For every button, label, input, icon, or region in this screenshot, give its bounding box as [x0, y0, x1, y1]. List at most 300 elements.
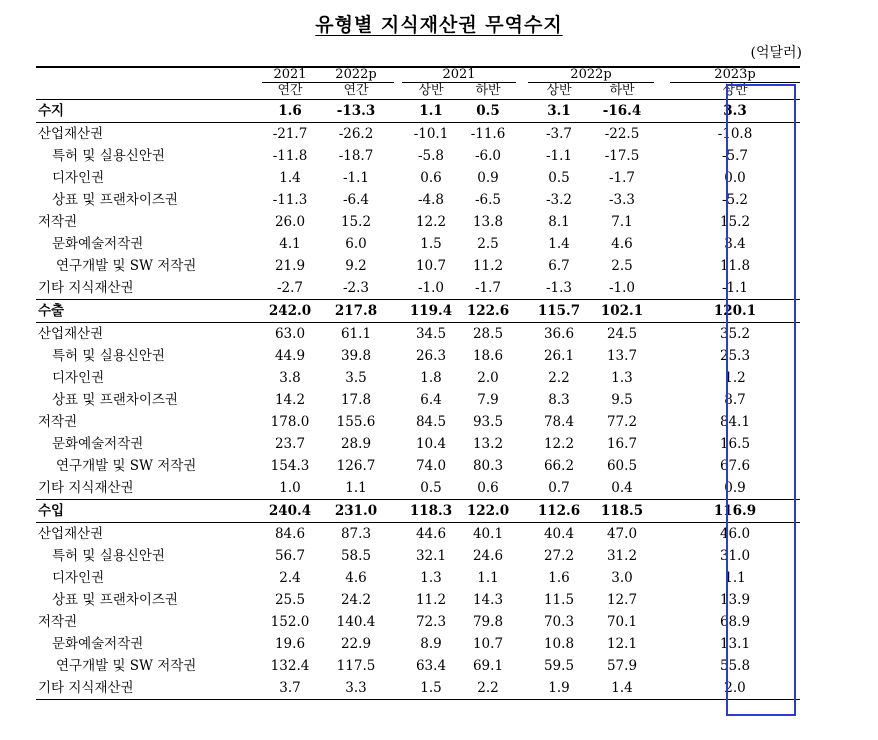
value-cell: 9.2	[345, 258, 367, 274]
value-cell: 34.5	[415, 326, 447, 342]
value-cell: -5.7	[721, 148, 749, 164]
value-cell: 46.0	[719, 526, 751, 542]
table-row	[36, 189, 800, 211]
value-cell: 61.1	[340, 326, 372, 342]
value-cell: 8.1	[548, 214, 570, 230]
value-cell: 10.7	[415, 258, 447, 274]
spacer-cell	[654, 545, 670, 567]
value-cell: 16.7	[606, 436, 638, 452]
spacer-cell	[654, 367, 670, 389]
spacer-cell	[394, 100, 402, 123]
table-row	[36, 233, 800, 255]
table-row	[36, 367, 800, 389]
value-cell: -1.1	[545, 148, 573, 164]
spacer-cell	[394, 611, 402, 633]
spacer-cell	[516, 345, 528, 367]
value-cell: -11.3	[272, 192, 308, 208]
value-cell: -5.2	[721, 192, 749, 208]
value-cell: 0.9	[724, 480, 746, 496]
section-label: 수입	[36, 500, 262, 523]
value-cell: 40.4	[543, 526, 575, 542]
header-year: 2021	[262, 67, 318, 83]
spacer-cell	[516, 523, 528, 546]
section-total-row	[36, 300, 800, 323]
spacer-cell	[394, 277, 402, 300]
value-cell: 28.9	[340, 436, 372, 452]
header-period: 상반	[670, 83, 800, 100]
spacer-cell	[516, 433, 528, 455]
value-cell: 66.2	[543, 458, 575, 474]
header-year: 2021	[402, 67, 516, 83]
spacer-cell	[394, 367, 402, 389]
value-cell: -4.8	[417, 192, 445, 208]
spacer-cell	[394, 189, 402, 211]
value-cell: 2.5	[611, 258, 633, 274]
table-row	[36, 389, 800, 411]
table-title: 유형별 지식재산권 무역수지	[315, 14, 563, 36]
value-cell: -5.8	[417, 148, 445, 164]
total-cell: 242.0	[262, 300, 318, 323]
spacer-cell	[394, 545, 402, 567]
value-cell: 12.7	[606, 592, 638, 608]
table-row	[36, 523, 800, 546]
spacer-cell	[394, 211, 402, 233]
total-cell: 1.1	[402, 100, 460, 123]
spacer-cell	[654, 211, 670, 233]
value-cell: 39.8	[340, 348, 372, 364]
row-label: 산업재산권	[38, 526, 104, 542]
value-cell: 0.5	[548, 170, 570, 186]
spacer-cell	[516, 233, 528, 255]
value-cell: 0.0	[724, 170, 746, 186]
value-cell: 44.9	[274, 348, 306, 364]
total-cell: 1.6	[262, 100, 318, 123]
total-cell: 116.9	[670, 500, 800, 523]
table-row	[36, 255, 800, 277]
value-cell: 2.4	[279, 570, 301, 586]
value-cell: 1.8	[420, 370, 442, 386]
value-cell: 23.7	[274, 436, 306, 452]
spacer-cell	[394, 633, 402, 655]
value-cell: 14.2	[274, 392, 306, 408]
spacer-cell	[654, 233, 670, 255]
value-cell: 1.1	[724, 570, 746, 586]
spacer-cell	[516, 277, 528, 300]
value-cell: 57.9	[606, 658, 638, 674]
value-cell: 25.3	[719, 348, 751, 364]
value-cell: 13.8	[472, 214, 504, 230]
spacer-cell	[516, 567, 528, 589]
value-cell: -3.2	[545, 192, 573, 208]
value-cell: -10.1	[413, 126, 449, 142]
value-cell: 11.5	[543, 592, 575, 608]
section-total-row	[36, 100, 800, 123]
row-label: 상표 및 프랜차이즈권	[52, 592, 178, 608]
header-period: 하반	[460, 83, 516, 100]
value-cell: 36.6	[543, 326, 575, 342]
value-cell: 13.2	[472, 436, 504, 452]
value-cell: 1.5	[420, 236, 442, 252]
spacer-cell	[654, 300, 670, 323]
value-cell: 79.8	[472, 614, 504, 630]
table-row	[36, 567, 800, 589]
table-row	[36, 589, 800, 611]
value-cell: 8.9	[420, 636, 442, 652]
value-cell: 7.9	[477, 392, 499, 408]
value-cell: 2.5	[477, 236, 499, 252]
table-row	[36, 123, 800, 146]
value-cell: 4.6	[611, 236, 633, 252]
unit-label: (억달러)	[750, 45, 802, 61]
value-cell: 24.2	[340, 592, 372, 608]
value-cell: 78.4	[543, 414, 575, 430]
value-cell: 6.4	[420, 392, 442, 408]
spacer-cell	[516, 477, 528, 500]
value-cell: 155.6	[336, 414, 376, 430]
value-cell: 63.4	[415, 658, 447, 674]
row-label: 상표 및 프랜차이즈권	[52, 192, 178, 208]
spacer-cell	[394, 145, 402, 167]
spacer-cell	[654, 123, 670, 146]
spacer-cell	[394, 300, 402, 323]
spacer-cell	[654, 345, 670, 367]
value-cell: 0.6	[477, 480, 499, 496]
table-row	[36, 323, 800, 346]
spacer-cell	[516, 145, 528, 167]
spacer-cell	[654, 189, 670, 211]
spacer-cell	[516, 633, 528, 655]
value-cell: 58.5	[340, 548, 372, 564]
row-label: 산업재산권	[38, 326, 104, 342]
value-cell: 2.0	[477, 370, 499, 386]
table-row	[36, 411, 800, 433]
value-cell: 12.2	[415, 214, 447, 230]
value-cell: 2.2	[548, 370, 570, 386]
value-cell: 0.7	[548, 480, 570, 496]
total-cell: -16.4	[590, 100, 654, 123]
row-label: 저작권	[38, 614, 78, 630]
spacer-cell	[394, 323, 402, 346]
value-cell: -21.7	[272, 126, 308, 142]
trade-balance-table	[36, 66, 800, 700]
value-cell: 31.0	[719, 548, 751, 564]
value-cell: 3.4	[724, 236, 746, 252]
spacer-cell	[654, 277, 670, 300]
value-cell: -1.0	[608, 280, 636, 296]
table-row	[36, 433, 800, 455]
value-cell: 1.4	[590, 677, 654, 700]
value-cell: 31.2	[606, 548, 638, 564]
value-cell: -3.7	[545, 126, 573, 142]
value-cell: 126.7	[336, 458, 376, 474]
spacer-cell	[394, 677, 402, 700]
value-cell: 80.3	[472, 458, 504, 474]
header-period-row	[36, 83, 800, 100]
value-cell: 1.5	[402, 677, 460, 700]
spacer-cell	[516, 300, 528, 323]
spacer-cell	[654, 455, 670, 477]
row-label: 문화예술저작권	[52, 236, 144, 252]
total-cell: 0.5	[460, 100, 516, 123]
value-cell: 16.5	[719, 436, 751, 452]
value-cell: -6.0	[474, 148, 502, 164]
total-cell: 3.3	[670, 100, 800, 123]
value-cell: 13.9	[719, 592, 751, 608]
row-label: 기타 지식재산권	[36, 677, 262, 700]
spacer-cell	[516, 123, 528, 146]
total-cell: 102.1	[590, 300, 654, 323]
spacer-cell	[516, 611, 528, 633]
value-cell: -22.5	[604, 126, 640, 142]
spacer-cell	[516, 545, 528, 567]
spacer-cell	[654, 433, 670, 455]
value-cell: 0.4	[611, 480, 633, 496]
value-cell: 15.2	[719, 214, 751, 230]
row-label: 산업재산권	[38, 126, 104, 142]
value-cell: 70.1	[606, 614, 638, 630]
row-label: 연구개발 및 SW 저작권	[56, 458, 197, 474]
header-period: 하반	[590, 83, 654, 100]
value-cell: 1.0	[279, 480, 301, 496]
spacer-cell	[394, 477, 402, 500]
value-cell: 154.3	[270, 458, 310, 474]
spacer-cell	[394, 523, 402, 546]
spacer-cell	[394, 167, 402, 189]
header-year: 2022p	[318, 67, 394, 83]
value-cell: 11.2	[415, 592, 447, 608]
spacer-cell	[394, 123, 402, 146]
value-cell: 44.6	[415, 526, 447, 542]
value-cell: 7.1	[611, 214, 633, 230]
total-cell: 120.1	[670, 300, 800, 323]
spacer-cell	[394, 589, 402, 611]
total-cell: 122.6	[460, 300, 516, 323]
spacer-cell	[654, 523, 670, 546]
value-cell: 55.8	[719, 658, 751, 674]
spacer-cell	[654, 255, 670, 277]
table-row	[36, 145, 800, 167]
header-year: 2022p	[528, 67, 654, 83]
header-period: 상반	[528, 83, 590, 100]
row-label: 디자인권	[52, 170, 105, 186]
value-cell: 17.8	[340, 392, 372, 408]
spacer-cell	[654, 167, 670, 189]
row-label: 저작권	[38, 414, 78, 430]
value-cell: 3.5	[345, 370, 367, 386]
spacer-cell	[654, 389, 670, 411]
row-label: 디자인권	[52, 570, 105, 586]
value-cell: 59.5	[543, 658, 575, 674]
value-cell: -11.6	[470, 126, 506, 142]
value-cell: 1.3	[420, 570, 442, 586]
value-cell: 10.7	[472, 636, 504, 652]
row-label: 기타 지식재산권	[38, 480, 134, 496]
table-row	[36, 167, 800, 189]
spacer-cell	[516, 211, 528, 233]
spacer-cell	[654, 477, 670, 500]
value-cell: -1.7	[608, 170, 636, 186]
value-cell: 26.3	[415, 348, 447, 364]
header-period: 연간	[262, 83, 318, 100]
value-cell: 4.1	[279, 236, 301, 252]
spacer-cell	[516, 255, 528, 277]
spacer-cell	[394, 411, 402, 433]
value-cell: 72.3	[415, 614, 447, 630]
value-cell: 12.2	[543, 436, 575, 452]
value-cell: 1.2	[724, 370, 746, 386]
value-cell: 10.4	[415, 436, 447, 452]
value-cell: 13.7	[606, 348, 638, 364]
value-cell: 68.9	[719, 614, 751, 630]
value-cell: 1.1	[345, 480, 367, 496]
value-cell: 27.2	[543, 548, 575, 564]
value-cell: -18.7	[338, 148, 374, 164]
value-cell: 3.8	[279, 370, 301, 386]
total-cell: 122.0	[460, 500, 516, 523]
value-cell: -1.1	[721, 280, 749, 296]
total-cell: 217.8	[318, 300, 394, 323]
value-cell: -10.8	[717, 126, 753, 142]
table-row	[36, 277, 800, 300]
spacer-cell	[654, 411, 670, 433]
spacer-cell	[516, 323, 528, 346]
spacer-cell	[654, 145, 670, 167]
section-label: 수출	[36, 300, 262, 323]
value-cell: 74.0	[415, 458, 447, 474]
value-cell: 35.2	[719, 326, 751, 342]
spacer-cell	[516, 411, 528, 433]
table-row	[36, 633, 800, 655]
table-row	[36, 677, 800, 700]
row-label: 저작권	[38, 214, 78, 230]
value-cell: 3.3	[318, 677, 394, 700]
total-cell: 231.0	[318, 500, 394, 523]
value-cell: -2.3	[342, 280, 370, 296]
total-cell: 118.5	[590, 500, 654, 523]
spacer-cell	[394, 433, 402, 455]
value-cell: 1.9	[528, 677, 590, 700]
row-label: 상표 및 프랜차이즈권	[52, 392, 178, 408]
value-cell: 0.6	[420, 170, 442, 186]
total-cell: 118.3	[402, 500, 460, 523]
spacer-cell	[516, 189, 528, 211]
value-cell: -1.7	[474, 280, 502, 296]
row-label: 문화예술저작권	[52, 636, 144, 652]
spacer-cell	[516, 367, 528, 389]
value-cell: 11.8	[719, 258, 751, 274]
table-row	[36, 611, 800, 633]
spacer-cell	[516, 100, 528, 123]
spacer-cell	[654, 611, 670, 633]
spacer-cell	[394, 567, 402, 589]
value-cell: 63.0	[274, 326, 306, 342]
value-cell: 152.0	[270, 614, 310, 630]
total-cell: 119.4	[402, 300, 460, 323]
value-cell: 1.1	[477, 570, 499, 586]
value-cell: 87.3	[340, 526, 372, 542]
value-cell: 2.0	[670, 677, 800, 700]
total-cell: 240.4	[262, 500, 318, 523]
table-row	[36, 477, 800, 500]
spacer-cell	[654, 100, 670, 123]
value-cell: 117.5	[336, 658, 376, 674]
value-cell: -11.8	[272, 148, 308, 164]
value-cell: 28.5	[472, 326, 504, 342]
value-cell: 11.2	[472, 258, 504, 274]
value-cell: 24.6	[472, 548, 504, 564]
value-cell: 84.1	[719, 414, 751, 430]
total-cell: 3.1	[528, 100, 590, 123]
value-cell: 3.7	[262, 677, 318, 700]
value-cell: -26.2	[338, 126, 374, 142]
value-cell: 1.6	[548, 570, 570, 586]
row-label: 특허 및 실용신안권	[52, 148, 165, 164]
total-cell: 112.6	[528, 500, 590, 523]
spacer-cell	[394, 655, 402, 677]
value-cell: 8.7	[724, 392, 746, 408]
value-cell: 40.1	[472, 526, 504, 542]
row-label: 디자인권	[52, 370, 105, 386]
spacer-cell	[654, 589, 670, 611]
spacer-cell	[516, 455, 528, 477]
value-cell: 12.1	[606, 636, 638, 652]
table-row	[36, 655, 800, 677]
row-label: 특허 및 실용신안권	[52, 348, 165, 364]
value-cell: 1.4	[279, 170, 301, 186]
spacer-cell	[516, 677, 528, 700]
spacer-cell	[654, 323, 670, 346]
spacer-cell	[394, 389, 402, 411]
total-cell: 115.7	[528, 300, 590, 323]
value-cell: 32.1	[415, 548, 447, 564]
value-cell: -1.1	[342, 170, 370, 186]
value-cell: -2.7	[276, 280, 304, 296]
value-cell: 178.0	[270, 414, 310, 430]
value-cell: -6.4	[342, 192, 370, 208]
value-cell: 8.3	[548, 392, 570, 408]
value-cell: 93.5	[472, 414, 504, 430]
spacer-cell	[394, 455, 402, 477]
value-cell: 84.6	[274, 526, 306, 542]
value-cell: 70.3	[543, 614, 575, 630]
value-cell: -3.3	[608, 192, 636, 208]
value-cell: 69.1	[472, 658, 504, 674]
value-cell: 6.7	[548, 258, 570, 274]
value-cell: 84.5	[415, 414, 447, 430]
value-cell: 14.3	[472, 592, 504, 608]
value-cell: 56.7	[274, 548, 306, 564]
header-period: 연간	[318, 83, 394, 100]
spacer-cell	[394, 233, 402, 255]
value-cell: 10.8	[543, 636, 575, 652]
value-cell: 132.4	[270, 658, 310, 674]
row-label: 문화예술저작권	[52, 436, 144, 452]
row-label: 기타 지식재산권	[38, 280, 134, 296]
row-label: 연구개발 및 SW 저작권	[56, 658, 197, 674]
value-cell: 0.9	[477, 170, 499, 186]
value-cell: 0.5	[420, 480, 442, 496]
value-cell: 26.0	[274, 214, 306, 230]
spacer-cell	[654, 567, 670, 589]
value-cell: 77.2	[606, 414, 638, 430]
spacer-cell	[516, 500, 528, 523]
table-row	[36, 455, 800, 477]
spacer-cell	[654, 655, 670, 677]
value-cell: 4.6	[345, 570, 367, 586]
row-label: 연구개발 및 SW 저작권	[56, 258, 197, 274]
spacer-cell	[654, 633, 670, 655]
value-cell: 26.1	[543, 348, 575, 364]
